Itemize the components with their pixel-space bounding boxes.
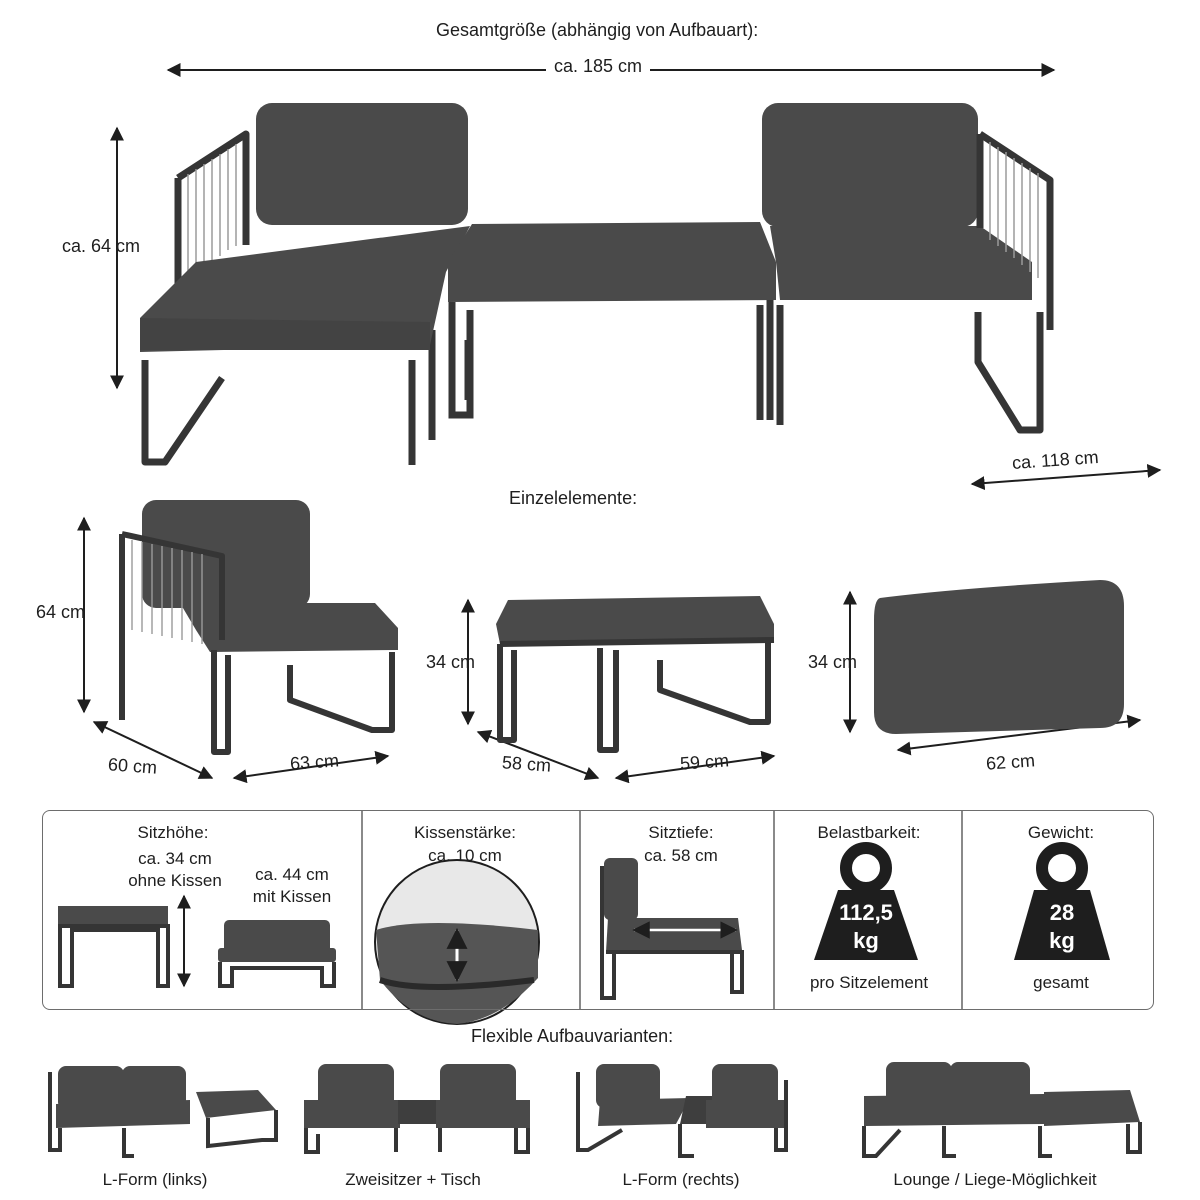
seat-height-with: ca. 44 cm mit Kissen [252, 865, 332, 906]
weight-value-line1: 28 [1049, 900, 1075, 925]
seat-depth-value: ca. 58 cm [644, 846, 718, 865]
seat-height-without: ca. 34 cm ohne Kissen [128, 849, 222, 890]
variant-l-right-art [578, 1064, 786, 1156]
load-value-line1: 112,5 [839, 900, 893, 925]
variant-two-seater-table-art [304, 1064, 530, 1152]
sofa-left-back-cushion [256, 103, 468, 225]
variant-label-two-seater: Zweisitzer + Tisch [345, 1170, 481, 1189]
overall-title: Gesamtgröße (abhängig von Aufbauart): [436, 20, 759, 40]
cushion-thickness-title: Kissenstärke: [413, 823, 517, 842]
panel-divider [579, 811, 581, 1009]
overall-width-label: ca. 185 cm [546, 56, 650, 77]
overall-height-label: ca. 64 cm [62, 236, 141, 256]
weight-value-line2: kg [1049, 928, 1075, 953]
cushion-width-label: 62 cm [985, 750, 1036, 774]
ottoman-depth-label: 58 cm [501, 752, 552, 776]
panel-divider [361, 811, 363, 1009]
load-value-line2: kg [853, 928, 879, 953]
single-chair [122, 500, 398, 752]
overall-depth-label: ca. 118 cm [1011, 447, 1100, 474]
weight-title: Gewicht: [1027, 823, 1095, 842]
panel-divider [961, 811, 963, 1009]
panel-divider [773, 811, 775, 1009]
variants-title: Flexible Aufbauvarianten: [471, 1026, 674, 1046]
seat-height-title: Sitzhöhe: [137, 823, 209, 842]
singles-title: Einzelelemente: [509, 488, 638, 508]
variant-lounge-art [864, 1062, 1140, 1156]
sofa-left-seat-front [140, 318, 430, 350]
variant-label-lounge: Lounge / Liege-Möglichkeit [893, 1170, 1097, 1189]
ottoman-height-label: 34 cm [426, 652, 476, 672]
load-note: pro Sitzelement [809, 973, 929, 992]
single-ottoman [496, 596, 774, 750]
single-back-cushion [874, 580, 1124, 734]
variant-label-l-right: L-Form (rechts) [622, 1170, 740, 1189]
weight-note: gesamt [1033, 973, 1089, 992]
chair-height-label: 64 cm [36, 602, 86, 622]
sofa-right-chair [762, 103, 1050, 430]
ottoman-width-label: 59 cm [679, 750, 730, 774]
seat-depth-title: Sitztiefe: [648, 823, 714, 842]
load-title: Belastbarkeit: [817, 823, 921, 842]
cushion-height-label: 34 cm [808, 652, 858, 672]
sofa-middle-ottoman [448, 222, 776, 420]
chair-width-label: 63 cm [289, 750, 340, 774]
overall-depth-arrow [972, 470, 1160, 484]
variant-label-l-left: L-Form (links) [102, 1170, 208, 1189]
chair-depth-label: 60 cm [107, 754, 158, 778]
variant-l-left-art [50, 1066, 276, 1156]
cushion-thickness-value: ca. 10 cm [428, 846, 502, 865]
